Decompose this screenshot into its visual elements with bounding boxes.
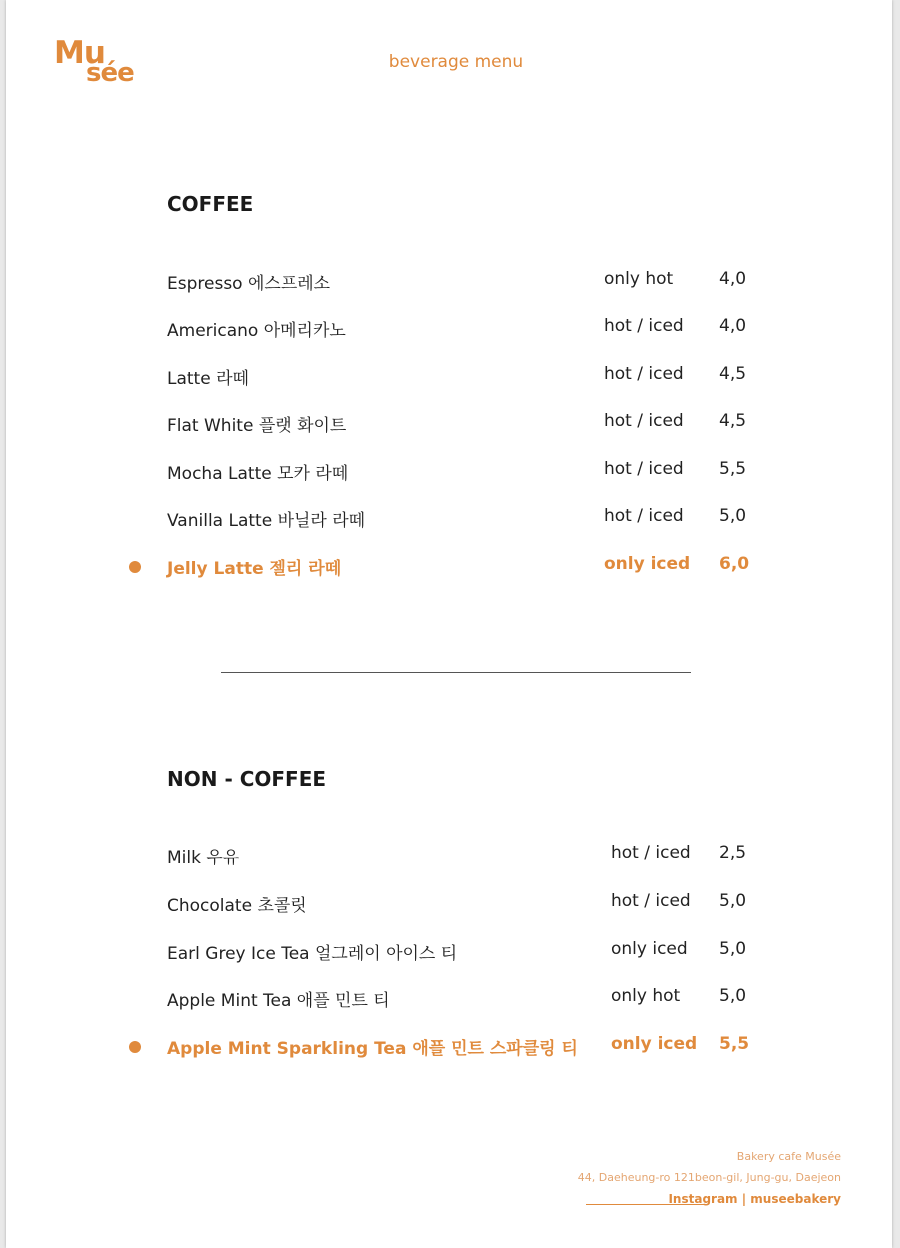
item-temperature: only hot bbox=[604, 269, 674, 289]
menu-item-flat-white bbox=[6, 411, 900, 437]
non-coffee-section-title: NON - COFFEE bbox=[167, 767, 327, 791]
menu-item-chocolate bbox=[6, 891, 900, 917]
menu-item-apple-mint-sparkling-tea bbox=[6, 1034, 900, 1060]
item-name: Vanilla Latte 바닐라 라떼 bbox=[167, 511, 366, 531]
item-name: Apple Mint Tea 애플 민트 티 bbox=[167, 991, 390, 1011]
item-price: 5,0 bbox=[719, 939, 747, 959]
footer-instagram: Instagram | museebakery bbox=[668, 1192, 841, 1206]
logo-line-1: Mu bbox=[54, 35, 105, 71]
item-price: 6,0 bbox=[719, 554, 750, 574]
menu-item-vanilla-latte bbox=[6, 506, 900, 532]
item-price: 5,0 bbox=[719, 506, 747, 526]
menu-item-americano bbox=[6, 316, 900, 342]
item-name: Espresso 에스프레소 bbox=[167, 274, 331, 294]
item-price: 4,0 bbox=[719, 269, 747, 289]
item-name: Flat White 플랫 화이트 bbox=[167, 416, 347, 436]
item-temperature: only iced bbox=[604, 554, 691, 574]
item-price: 5,0 bbox=[719, 891, 747, 911]
item-price: 2,5 bbox=[719, 843, 747, 863]
highlight-bullet-icon bbox=[129, 561, 141, 573]
section-divider bbox=[221, 672, 691, 673]
item-price: 4,5 bbox=[719, 411, 747, 431]
item-name: Chocolate 초콜릿 bbox=[167, 896, 307, 916]
coffee-section-title: COFFEE bbox=[167, 192, 254, 216]
highlight-bullet-icon bbox=[129, 1041, 141, 1053]
logo-line-2: sée bbox=[86, 58, 134, 88]
menu-item-mocha-latte bbox=[6, 459, 900, 485]
menu-item-espresso bbox=[6, 269, 900, 295]
item-temperature: hot / iced bbox=[604, 459, 684, 479]
item-price: 5,5 bbox=[719, 459, 747, 479]
item-name: Latte 라떼 bbox=[167, 369, 249, 389]
item-temperature: hot / iced bbox=[611, 891, 691, 911]
item-name: Milk 우유 bbox=[167, 848, 240, 868]
item-price: 4,5 bbox=[719, 364, 747, 384]
menu-item-latte bbox=[6, 364, 900, 390]
item-temperature: hot / iced bbox=[604, 364, 684, 384]
item-temperature: only iced bbox=[611, 939, 688, 959]
item-temperature: hot / iced bbox=[604, 316, 684, 336]
item-temperature: only iced bbox=[611, 1034, 698, 1054]
item-temperature: hot / iced bbox=[604, 411, 684, 431]
item-temperature: hot / iced bbox=[604, 506, 684, 526]
menu-page bbox=[6, 0, 892, 1248]
menu-item-apple-mint-tea bbox=[6, 986, 900, 1012]
item-name: Jelly Latte 젤리 라떼 bbox=[167, 559, 342, 579]
item-temperature: hot / iced bbox=[611, 843, 691, 863]
item-temperature: only hot bbox=[611, 986, 681, 1006]
menu-item-milk bbox=[6, 843, 900, 869]
item-name: Mocha Latte 모카 라떼 bbox=[167, 464, 349, 484]
menu-item-earl-grey-ice-tea bbox=[6, 939, 900, 965]
item-name: Americano 아메리카노 bbox=[167, 321, 346, 341]
menu-item-jelly-latte bbox=[6, 554, 900, 580]
menu-title: beverage menu bbox=[388, 52, 524, 72]
item-price: 5,0 bbox=[719, 986, 747, 1006]
footer-address: 44, Daeheung-ro 121beon-gil, Jung-gu, Daejeon bbox=[577, 1171, 841, 1184]
item-name: Apple Mint Sparkling Tea 애플 민트 스파클링 티 bbox=[167, 1039, 578, 1059]
item-name: Earl Grey Ice Tea 얼그레이 아이스 티 bbox=[167, 944, 458, 964]
item-price: 4,0 bbox=[719, 316, 747, 336]
item-price: 5,5 bbox=[719, 1034, 750, 1054]
footer-cafe-name: Bakery cafe Musée bbox=[736, 1150, 841, 1163]
